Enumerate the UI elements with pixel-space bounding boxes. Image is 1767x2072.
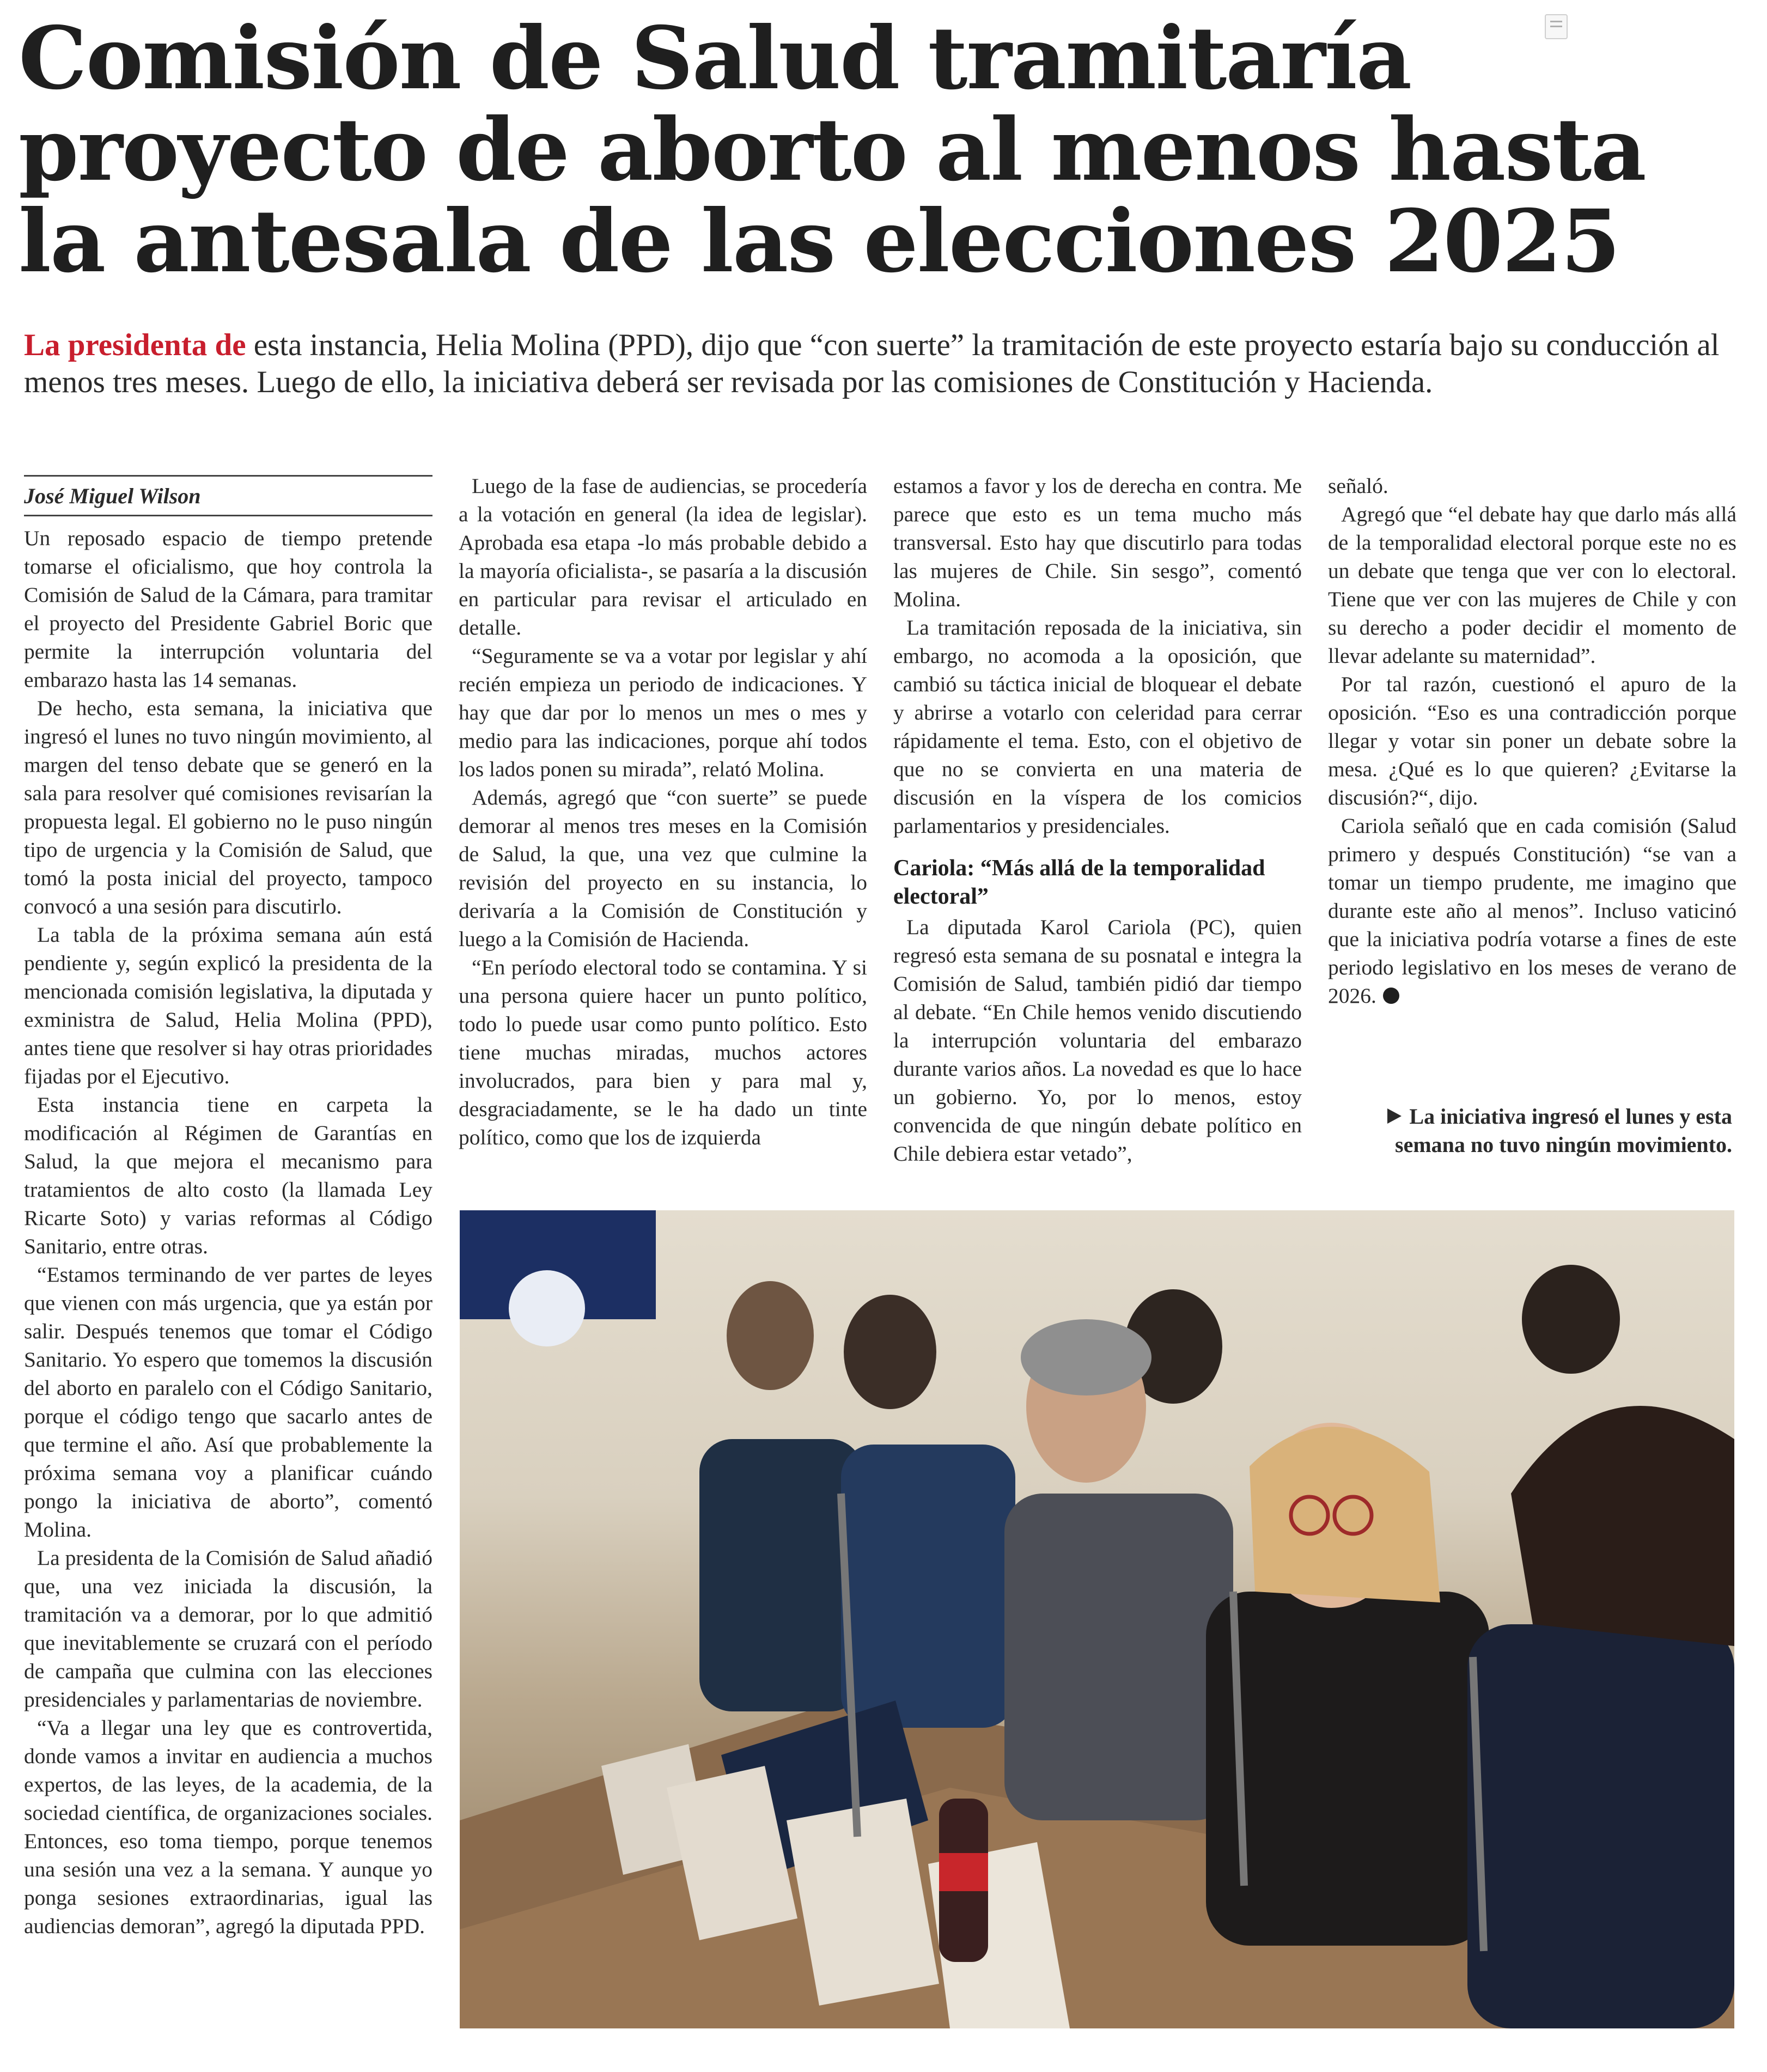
screen-logo xyxy=(509,1270,585,1346)
column-3 xyxy=(893,472,1302,1168)
paragraph: Además, agregó que “con suerte” se puede demorar al menos tres meses en la Comisión de Salud, la que, una vez que culmine la revisión del proyecto en su instancia, lo derivaría a la Comisión de Constitución y luego a la Comisión de Hacienda. xyxy=(459,785,867,951)
photo-caption xyxy=(1362,1102,1732,1159)
column-4 xyxy=(1328,472,1736,1010)
person-back-4 xyxy=(1522,1265,1620,1374)
woman-hair xyxy=(1250,1427,1440,1602)
paragraph: “En período electoral todo se contamina. Y si una persona quiere hacer un punto político, todo lo puede usar como punto político. Esto tiene muchas miradas, muchos actores involucrados, para bien y para mal y, desgraciadamente, se le ha dado un tinte político, como que los de izquierda xyxy=(459,955,867,1149)
headline-line-2: proyecto de aborto al menos hasta xyxy=(19,100,1646,200)
paragraph: “Va a llegar una ley que es controvertida, donde vamos a invitar en audiencia a muchos expertos, de las leyes, de la academia, de la sociedad científica, de organizaciones sociales. Entonces, eso toma tiempo, porque tenemos una sesión una vez a la semana. Y aunque yo ponga sesiones extraordinarias, igual las audiencias demoran”, agregó la diputada PPD. xyxy=(24,1716,432,1938)
headline xyxy=(19,8,1646,292)
paragraph: “Estamos terminando de ver partes de leyes que vienen con más urgencia, que ya están por salir. Después tenemos que tomar el Código Sanitario. Yo espero que tomemos la discusión del aborto en paralelo con el Código Sanitario, porque el código tengo que sacarlo antes de que termine el año. Así que probablemente la próxima semana voy a planificar cuándo pongo la iniciativa de aborto”, comentó Molina. xyxy=(24,1263,432,1541)
article-photo xyxy=(460,1210,1734,2028)
paragraph: La diputada Karol Cariola (PC), quien regresó esta semana de su posnatal e integra la Comisión de Salud, también pidió dar tiempo al debate. “En Chile hemos venido discutiendo la interrupción voluntaria del embarazo durante varios años. La novedad es que lo hace un gobierno. Yo, por lo menos, estoy convencida de que ningún debate político en Chile debiera estar vetado”, xyxy=(893,915,1302,1166)
subheading: Cariola: “Más allá de la temporalidad electoral” xyxy=(893,856,1265,909)
paragraph: “Seguramente se va a votar por legislar y ahí recién empieza un periodo de indicaciones. Y hay que dar por lo menos un mes o mes y medio para las indicaciones, porque ahí todos los lados ponen su mirada”, relató Molina. xyxy=(459,644,867,781)
column-1 xyxy=(24,475,432,1940)
lead-text: esta instancia, Helia Molina (PPD), dijo que “con suerte” la tramitación de este proyecto estaría bajo su conducción al menos tres meses. Luego de ello, la iniciativa deberá ser revisada por las comisiones de Constitución y Hacienda. xyxy=(24,328,1720,399)
paragraph: Esta instancia tiene en carpeta la modificación al Régimen de Garantías en Salud, la que mejora el mecanismo para tratamientos de alto costo (la llamada Ley Ricarte Soto) y varias reformas al Código Sanitario, entre otras. xyxy=(24,1093,432,1258)
woman-speaker xyxy=(1206,1592,1489,1946)
paragraph: Un reposado espacio de tiempo pretende tomarse el oficialismo, que hoy controla la Comisión de Salud de la Cámara, para tramitar el proyecto del Presidente Gabriel Boric que permite la interrupción voluntaria del embarazo hasta las 14 semanas. xyxy=(24,526,432,692)
man-suit xyxy=(1004,1494,1233,1820)
lead-highlight: La presidenta de xyxy=(24,328,246,362)
headline-line-3: la antesala de las elecciones 2025 xyxy=(19,191,1620,292)
document-icon[interactable] xyxy=(1545,14,1568,39)
woman-right xyxy=(1467,1624,1734,2028)
paragraph-text: Cariola señaló que en cada comisión (Salud primero y después Constitución) “se van a tomar un tiempo prudente, me imagino que durante este año al menos”. Incluso vaticinó que la iniciativa podría votarse a fines de este periodo legislativo en los meses de verano de 2026. xyxy=(1328,814,1736,1008)
end-of-article-icon xyxy=(1383,988,1399,1004)
paragraph-last xyxy=(1328,812,1736,1010)
paragraph: Por tal razón, cuestionó el apuro de la oposición. “Eso es una contradicción porque llegar y votar sin poner un debate sobre la mesa. ¿Qué es lo que quieren? ¿Evitarse la discusión?“, dijo. xyxy=(1328,672,1736,809)
byline: José Miguel Wilson xyxy=(24,475,432,516)
paragraph: Luego de la fase de audiencias, se procedería a la votación en general (la idea de legislar). Aprobada esa etapa -lo más probable debido a la mayoría oficialista-, se pasaría a la discusión en particular para revisar el articulado en detalle. xyxy=(459,474,867,639)
column-2 xyxy=(459,472,867,1151)
person-back-2 xyxy=(844,1295,936,1409)
headline-line-1: Comisión de Salud tramitaría xyxy=(19,8,1411,109)
paragraph: señaló. xyxy=(1328,474,1388,498)
paragraph: De hecho, esta semana, la iniciativa que ingresó el lunes no tuvo ningún movimiento, al margen del tenso debate que se generó en la sala para resolver qué comisiones revisarían la propuesta legal. El gobierno no le puso ningún tipo de urgencia y la Comisión de Salud, que tomó la posta inicial del proyecto, tampoco convocó a una sesión para discutirlo. xyxy=(24,696,432,918)
paragraph: La tabla de la próxima semana aún está pendiente y, según explicó la presidenta de la mencionada comisión legislativa, la diputada y exministra de Salud, Helia Molina (PPD), antes tiene que resolver si hay otras prioridades fijadas por el Ejecutivo. xyxy=(24,923,432,1088)
lead-paragraph xyxy=(24,327,1740,401)
person-back-1 xyxy=(727,1281,814,1390)
caption-text: La iniciativa ingresó el lunes y esta semana no tuvo ningún movimiento. xyxy=(1395,1104,1732,1157)
caption-arrow-icon xyxy=(1387,1108,1402,1124)
photo-illustration xyxy=(460,1210,1734,2028)
paragraph: Agregó que “el debate hay que darlo más allá de la temporalidad electoral porque este no es un debate que tenga que ver con lo electoral. Tiene que ver con las mujeres de Chile y con su derecho a poder decidir el momento de llevar adelante su maternidad”. xyxy=(1328,502,1736,668)
paragraph: La tramitación reposada de la iniciativa, sin embargo, no acomoda a la oposición, que cambió su táctica inicial de bloquear el debate y abrirse a votarlo con celeridad para cerrar rápidamente el tema. Esto, con el objetivo de que no se convierta en una materia de discusión en la víspera de los comicios parlamentarios y presidenciales. xyxy=(893,615,1302,838)
paragraph: La presidenta de la Comisión de Salud añadió que, una vez iniciada la discusión, la tramitación va a demorar, por lo que admitió que inevitablemente se cruzará con el período de campaña que culmina con las elecciones presidenciales y parlamentarias de noviembre. xyxy=(24,1546,432,1711)
paragraph: estamos a favor y los de derecha en contra. Me parece que esto es un tema mucho más transversal. Esto hay que discutirlo para todas las mujeres de Chile. Sin sesgo”, comentó Molina. xyxy=(893,474,1302,611)
